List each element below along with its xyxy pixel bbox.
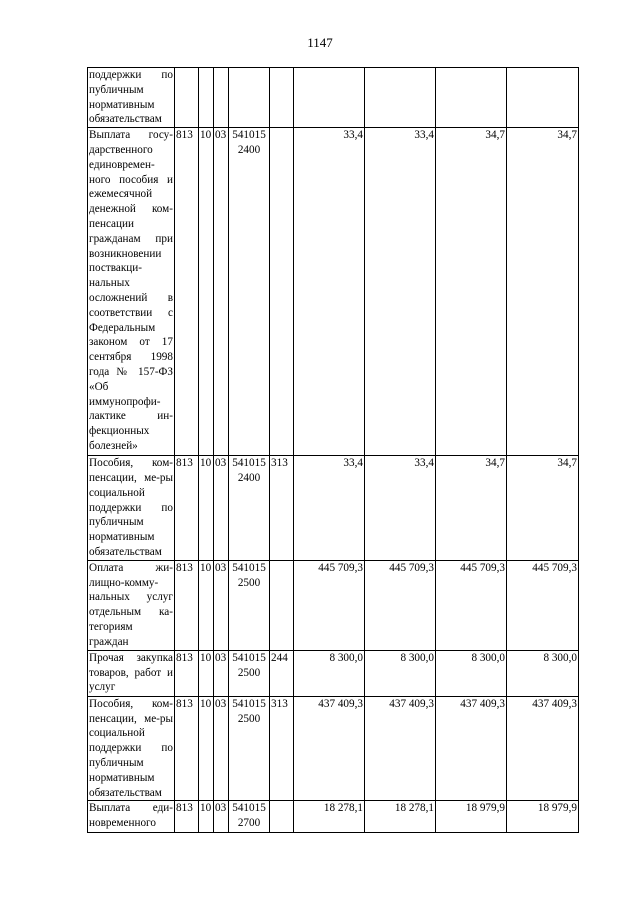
row-name: поддержки по публичным нормативным обязательствам	[88, 68, 175, 128]
table-row	[88, 696, 579, 801]
row-pr: 03	[214, 801, 229, 833]
row-name: Пособия, ком-пенсации, ме-ры социальной поддержки по публичным нормативным обязательствам	[88, 456, 175, 561]
table-row	[88, 456, 579, 561]
row-rz: 10	[199, 650, 214, 696]
row-vr	[270, 560, 294, 650]
budget-table	[87, 67, 579, 833]
row-name: Пособия, ком-пенсации, ме-ры социальной поддержки по публичным нормативным обязательствам	[88, 696, 175, 801]
table-row	[88, 68, 579, 128]
row-sum-3: 34,7	[436, 128, 507, 456]
row-sum-1	[294, 68, 365, 128]
row-ved: 813	[175, 696, 199, 801]
row-ved: 813	[175, 456, 199, 561]
row-pr: 03	[214, 696, 229, 801]
row-csr: 5410152500	[229, 696, 270, 801]
row-ved: 813	[175, 128, 199, 456]
row-sum-2: 445 709,3	[365, 560, 436, 650]
row-csr: 5410152400	[229, 128, 270, 456]
row-vr: 244	[270, 650, 294, 696]
row-sum-1: 445 709,3	[294, 560, 365, 650]
table-row	[88, 560, 579, 650]
row-sum-2: 33,4	[365, 456, 436, 561]
row-sum-1: 33,4	[294, 456, 365, 561]
row-sum-2: 8 300,0	[365, 650, 436, 696]
row-rz: 10	[199, 696, 214, 801]
table-row	[88, 128, 579, 456]
row-sum-4: 445 709,3	[507, 560, 579, 650]
row-sum-2: 437 409,3	[365, 696, 436, 801]
row-name: Выплата еди-новременного	[88, 801, 175, 833]
row-sum-4: 34,7	[507, 456, 579, 561]
row-pr: 03	[214, 456, 229, 561]
row-rz: 10	[199, 801, 214, 833]
row-sum-3: 437 409,3	[436, 696, 507, 801]
row-ved	[175, 68, 199, 128]
row-pr: 03	[214, 128, 229, 456]
page-number: 1147	[307, 35, 333, 50]
row-sum-4: 18 979,9	[507, 801, 579, 833]
row-sum-4: 437 409,3	[507, 696, 579, 801]
row-csr	[229, 68, 270, 128]
row-sum-3	[436, 68, 507, 128]
row-vr	[270, 68, 294, 128]
row-sum-2	[365, 68, 436, 128]
row-vr	[270, 801, 294, 833]
row-sum-4: 8 300,0	[507, 650, 579, 696]
row-ved: 813	[175, 650, 199, 696]
row-csr: 5410152700	[229, 801, 270, 833]
row-vr: 313	[270, 456, 294, 561]
row-sum-1: 8 300,0	[294, 650, 365, 696]
row-pr: 03	[214, 650, 229, 696]
row-sum-3: 445 709,3	[436, 560, 507, 650]
row-sum-2: 33,4	[365, 128, 436, 456]
row-sum-3: 18 979,9	[436, 801, 507, 833]
row-sum-4: 34,7	[507, 128, 579, 456]
row-sum-1: 33,4	[294, 128, 365, 456]
row-ved: 813	[175, 560, 199, 650]
row-name: Прочая закупка товаров, работ и услуг	[88, 650, 175, 696]
row-csr: 5410152500	[229, 650, 270, 696]
row-rz	[199, 68, 214, 128]
row-name: Оплата жи-лищно-комму-нальных услуг отдельным ка-тегориям граждан	[88, 560, 175, 650]
row-sum-2: 18 278,1	[365, 801, 436, 833]
row-vr	[270, 128, 294, 456]
row-csr: 5410152500	[229, 560, 270, 650]
row-sum-1: 437 409,3	[294, 696, 365, 801]
row-ved: 813	[175, 801, 199, 833]
row-sum-4	[507, 68, 579, 128]
row-name: Выплата госу-дарственного единовремен-ного пособия и ежемесячной денежной ком-пенсации гражданам при возникновении поствакци-нальных осложнений в соответствии с Федеральным законом от 17 сентября 1998 года № 157-ФЗ «Об иммунопрофи-лактике ин-фекционных болезней»	[88, 128, 175, 456]
row-pr: 03	[214, 560, 229, 650]
row-rz: 10	[199, 456, 214, 561]
table-row	[88, 801, 579, 833]
row-vr: 313	[270, 696, 294, 801]
row-sum-3: 34,7	[436, 456, 507, 561]
row-sum-1: 18 278,1	[294, 801, 365, 833]
row-sum-3: 8 300,0	[436, 650, 507, 696]
row-rz: 10	[199, 560, 214, 650]
row-pr	[214, 68, 229, 128]
row-rz: 10	[199, 128, 214, 456]
row-csr: 5410152400	[229, 456, 270, 561]
table-row	[88, 650, 579, 696]
